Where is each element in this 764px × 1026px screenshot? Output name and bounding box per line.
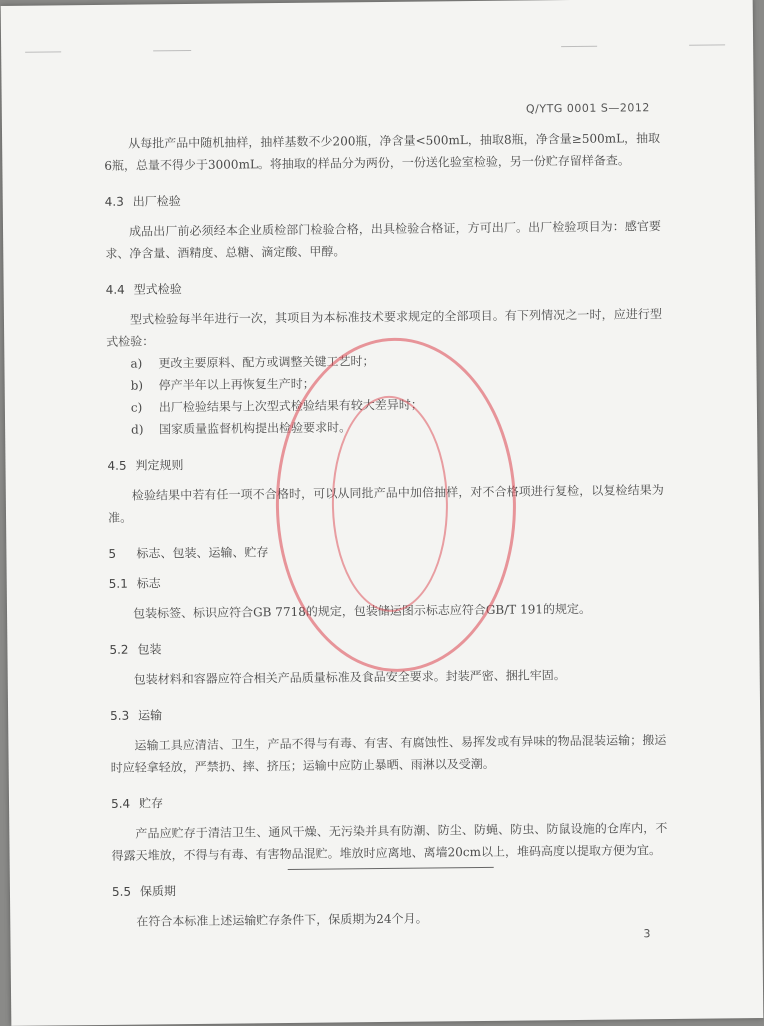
- header-rule: [25, 51, 61, 52]
- header-rule: [689, 44, 725, 45]
- paragraph: 包装材料和容器应符合相关产品质量标准及食品安全要求。封装严密、捆扎牢固。: [133, 668, 566, 687]
- section-title: 判定规则: [135, 458, 184, 473]
- paragraph: 检验结果中若有任一项不合格时，可以从同批产品中加倍抽样，对不合格项进行复检，以复检结果为准。: [107, 483, 664, 525]
- section-number: 4.3: [104, 194, 124, 209]
- section-title: 型式检验: [133, 282, 182, 297]
- list-item-text: 出厂检验结果与上次型式检验结果有较大差异时；: [158, 397, 423, 415]
- list-marker: b): [130, 378, 144, 393]
- section-title: 保质期: [139, 884, 177, 899]
- paragraph: 运输工具应清洁、卫生，产品不得与有毒、有害、有腐蚀性、易挥发或有异味的物品混装运输；搬运时应轻拿轻放，严禁扔、摔、挤压；运输中应防止暴晒、雨淋以及受潮。: [110, 733, 667, 775]
- standard-code: Q/YTG 0001 S—2012: [525, 101, 650, 116]
- paragraph: 包装标签、标识应符合GB 7718的规定，包装储运图示标志应符合GB/T 191的规定。: [132, 601, 592, 621]
- section-title: 运输: [138, 708, 163, 723]
- section-title: 标志: [136, 576, 161, 591]
- section-number: 4.5: [107, 458, 127, 473]
- section-title: 出厂检验: [132, 194, 181, 209]
- list-item-text: 停产半年以上再恢复生产时；: [158, 376, 315, 393]
- paragraph: 从每批产品中随机抽样，抽样基数不少200瓶，净含量<500mL，抽取8瓶，净含量≥500mL，抽取6瓶，总量不得少于3000mL。将抽取的样品分为两份，一份送化验室检验，另一份贮存留样备查。: [104, 131, 661, 173]
- document-page: [1, 0, 764, 1026]
- paragraph: 型式检验每半年进行一次，其项目为本标准技术要求规定的全部项目。有下列情况之一时，应进行型式检验：: [106, 307, 663, 349]
- document-body: [104, 127, 668, 947]
- list-marker: c): [130, 400, 143, 415]
- list-marker: a): [130, 356, 143, 371]
- section-title: 包装: [137, 642, 162, 657]
- section-number: 5.1: [108, 576, 128, 591]
- section-number: 5: [108, 546, 117, 561]
- list-marker: d): [131, 422, 144, 437]
- section-title: 标志、包装、运输、贮存: [136, 545, 269, 561]
- paragraph: 产品应贮存于清洁卫生、通风干燥、无污染并具有防潮、防尘、防蝇、防虫、防鼠设施的仓库内，不得露天堆放，不得与有毒、有害物品混贮。堆放时应离地、离墙20cm以上，堆码高度以提取方便为宜。: [111, 821, 668, 863]
- section-number: 5.3: [110, 708, 130, 723]
- header-rule: [153, 50, 191, 51]
- section-number: 4.4: [105, 282, 125, 297]
- paragraph: 成品出厂前必须经本企业质检部门检验合格，出具检验合格证，方可出厂。出厂检验项目为：感官要求、净含量、酒精度、总糖、滴定酸、甲醇。: [105, 219, 662, 261]
- section-number: 5.4: [110, 796, 131, 811]
- paragraph: 在符合本标准上述运输贮存条件下，保质期为24个月。: [136, 911, 428, 929]
- list-item-text: 更改主要原料、配方或调整关键工艺时；: [158, 354, 375, 371]
- section-title: 贮存: [138, 796, 164, 811]
- page-number: 3: [643, 927, 651, 941]
- section-number: 5.5: [111, 884, 132, 899]
- list-item-text: 国家质量监督机构提出检验要求时。: [159, 420, 352, 437]
- header-rule: [561, 46, 597, 47]
- section-number: 5.2: [109, 642, 129, 657]
